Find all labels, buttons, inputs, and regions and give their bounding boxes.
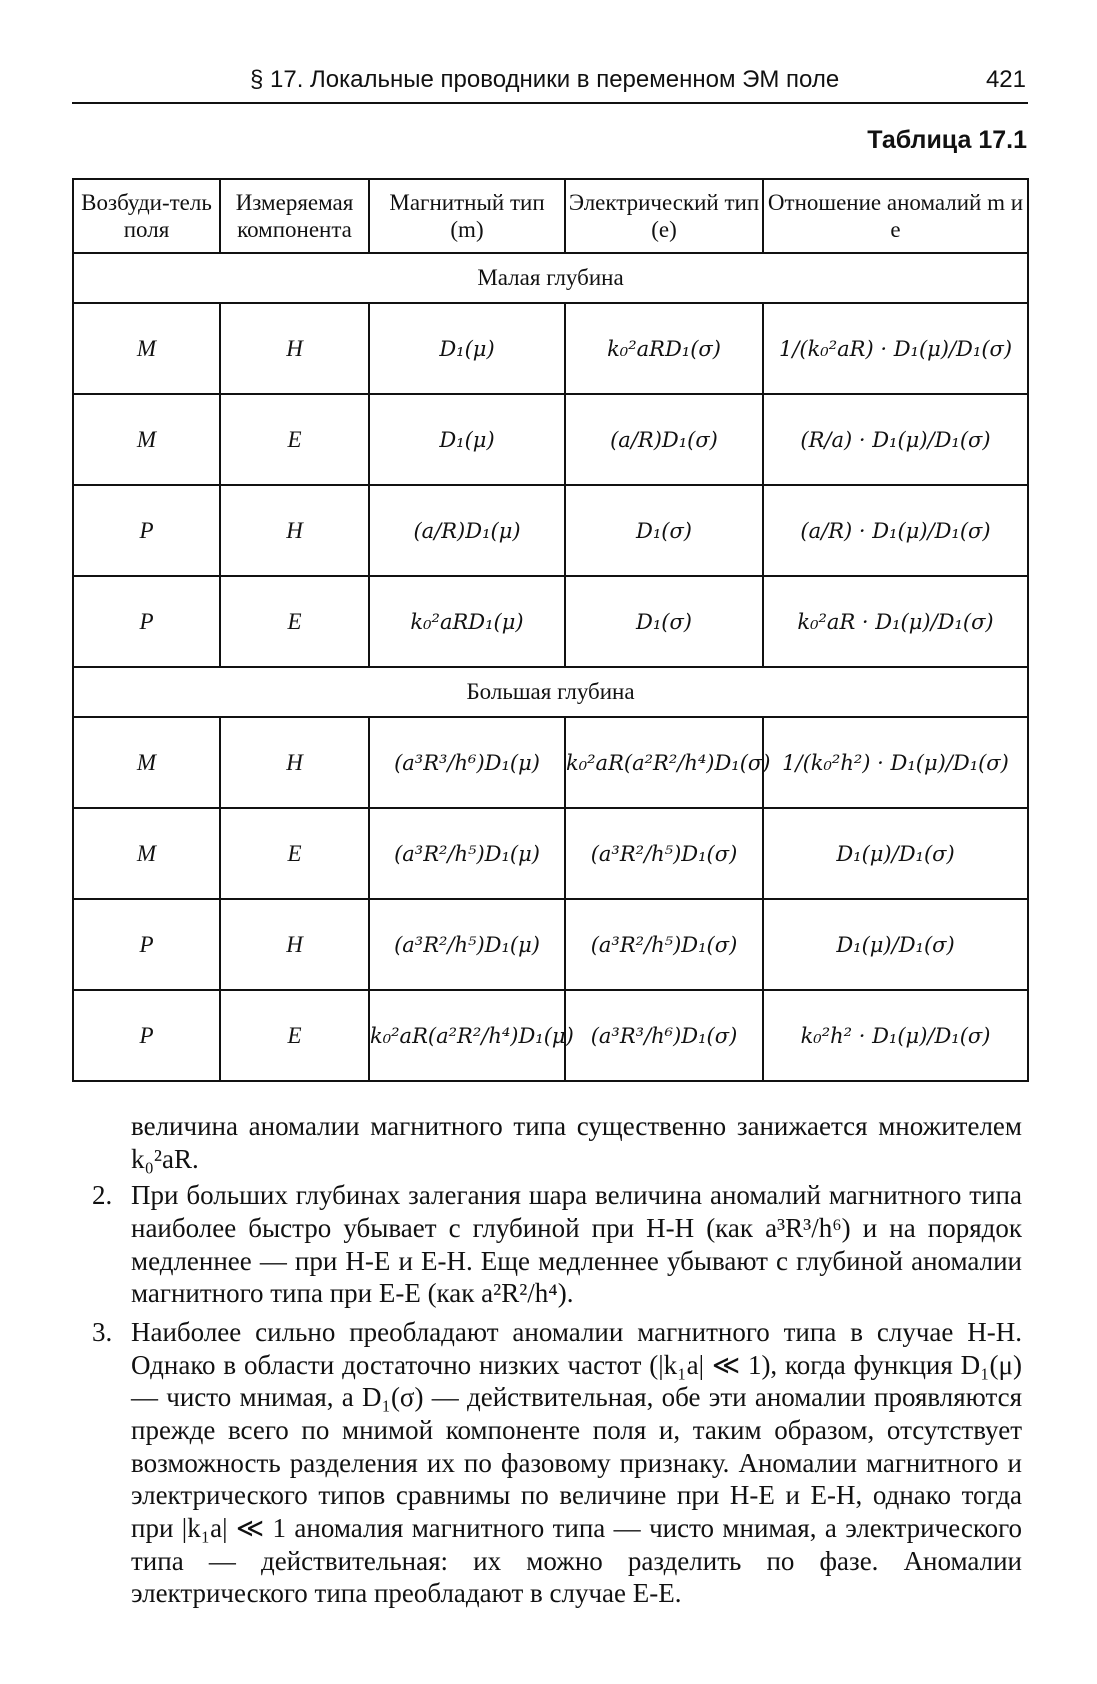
header-cell: Электрический тип (e) bbox=[565, 179, 763, 253]
section-title: Большая глубина bbox=[73, 667, 1028, 717]
table-row bbox=[73, 576, 1028, 667]
running-head-title: § 17. Локальные проводники в переменном ЭМ поле bbox=[250, 66, 840, 93]
table-row bbox=[73, 717, 1028, 808]
section-row bbox=[73, 253, 1028, 303]
body-text bbox=[92, 1110, 1022, 1616]
paragraph-continuation: величина аномалии магнитного типа существенно занижается множителем k₀²aR. bbox=[131, 1111, 1022, 1174]
table-cell: M bbox=[73, 303, 220, 394]
header-cell: Возбуди-тель поля bbox=[73, 179, 220, 253]
table-cell: D₁(σ) bbox=[565, 485, 763, 576]
table-cell: (a³R³/h⁶)D₁(σ) bbox=[565, 990, 763, 1081]
table-cell: k₀²aR(a²R²/h⁴)D₁(σ) bbox=[565, 717, 763, 808]
table-cell: k₀²aRD₁(μ) bbox=[369, 576, 565, 667]
section-row bbox=[73, 667, 1028, 717]
table-cell: D₁(μ) bbox=[369, 394, 565, 485]
table-header-row bbox=[73, 179, 1028, 253]
table-cell: (a³R²/h⁵)D₁(μ) bbox=[369, 808, 565, 899]
table-row bbox=[73, 394, 1028, 485]
table-cell: E bbox=[220, 576, 369, 667]
table-row bbox=[73, 808, 1028, 899]
table-cell: E bbox=[220, 808, 369, 899]
table-cell: k₀²h² · D₁(μ)/D₁(σ) bbox=[763, 990, 1028, 1081]
table-cell: k₀²aRD₁(σ) bbox=[565, 303, 763, 394]
table-cell: k₀²aR(a²R²/h⁴)D₁(μ) bbox=[369, 990, 565, 1081]
item-number: 3. bbox=[92, 1316, 113, 1347]
table-cell: D₁(σ) bbox=[565, 576, 763, 667]
numbered-item bbox=[92, 1316, 1022, 1610]
header-cell: Измеряемая компонента bbox=[220, 179, 369, 253]
table-cell: M bbox=[73, 808, 220, 899]
item-number: 2. bbox=[92, 1180, 113, 1211]
table-row bbox=[73, 303, 1028, 394]
header-cell: Магнитный тип (m) bbox=[369, 179, 565, 253]
item-text: При больших глубинах залегания шара величина аномалий магнитного типа наиболее быстро убывает с глубиной при H-H (как a³R³/h⁶) и на порядок медленнее — при H-E и E-H. Еще медленнее убывают с глубиной аномалии магнитного типа при E-E (как a²R²/h⁴). bbox=[131, 1180, 1022, 1309]
table-cell: (a³R²/h⁵)D₁(σ) bbox=[565, 808, 763, 899]
table-cell: (a/R)D₁(μ) bbox=[369, 485, 565, 576]
table-cell: P bbox=[73, 576, 220, 667]
table-cell: H bbox=[220, 303, 369, 394]
table-cell: D₁(μ)/D₁(σ) bbox=[763, 808, 1028, 899]
table-cell: D₁(μ) bbox=[369, 303, 565, 394]
table-cell: E bbox=[220, 990, 369, 1081]
table-cell: H bbox=[220, 717, 369, 808]
table-cell: M bbox=[73, 717, 220, 808]
numbered-item bbox=[92, 1179, 1022, 1310]
table-cell: k₀²aR · D₁(μ)/D₁(σ) bbox=[763, 576, 1028, 667]
table-cell: (a³R²/h⁵)D₁(μ) bbox=[369, 899, 565, 990]
table-row bbox=[73, 485, 1028, 576]
table-cell: (a/R)D₁(σ) bbox=[565, 394, 763, 485]
table-cell: H bbox=[220, 899, 369, 990]
running-head bbox=[72, 62, 1028, 104]
header-cell: Отношение аномалий m и e bbox=[763, 179, 1028, 253]
table-cell: H bbox=[220, 485, 369, 576]
table-row bbox=[73, 990, 1028, 1081]
table-caption: Таблица 17.1 bbox=[867, 126, 1027, 154]
section-title: Малая глубина bbox=[73, 253, 1028, 303]
item-text: Наиболее сильно преобладают аномалии магнитного типа в случае H-H. Однако в области достаточно низких частот (|k₁a| ≪ 1), когда функция D₁(μ) — чисто мнимая, а D₁(σ) — действительная, обе эти аномалии проявляются прежде всего по мнимой компоненте поля и, таким образом, отсутствует возможность разделения их по фазовому признаку. Аномалии магнитного и электрического типов сравнимы по величине при H-E и E-H, однако тогда при |k₁a| ≪ 1 аномалия магнитного типа — чисто мнимая, а электрического типа — действительная: их можно разделить по фазе. Аномалии электрического типа преобладают в случае E-E. bbox=[131, 1316, 1022, 1609]
table-cell: P bbox=[73, 899, 220, 990]
table-cell: P bbox=[73, 990, 220, 1081]
table-row bbox=[73, 899, 1028, 990]
table-cell: (a/R) · D₁(μ)/D₁(σ) bbox=[763, 485, 1028, 576]
table-cell: M bbox=[73, 394, 220, 485]
table-cell: 1/(k₀²h²) · D₁(μ)/D₁(σ) bbox=[763, 717, 1028, 808]
table-cell: 1/(k₀²aR) · D₁(μ)/D₁(σ) bbox=[763, 303, 1028, 394]
table-cell: (R/a) · D₁(μ)/D₁(σ) bbox=[763, 394, 1028, 485]
table-cell: (a³R²/h⁵)D₁(σ) bbox=[565, 899, 763, 990]
table-cell: D₁(μ)/D₁(σ) bbox=[763, 899, 1028, 990]
data-table bbox=[72, 178, 1029, 1082]
page-number: 421 bbox=[985, 66, 1026, 93]
table-cell: E bbox=[220, 394, 369, 485]
table-cell: (a³R³/h⁶)D₁(μ) bbox=[369, 717, 565, 808]
table-cell: P bbox=[73, 485, 220, 576]
